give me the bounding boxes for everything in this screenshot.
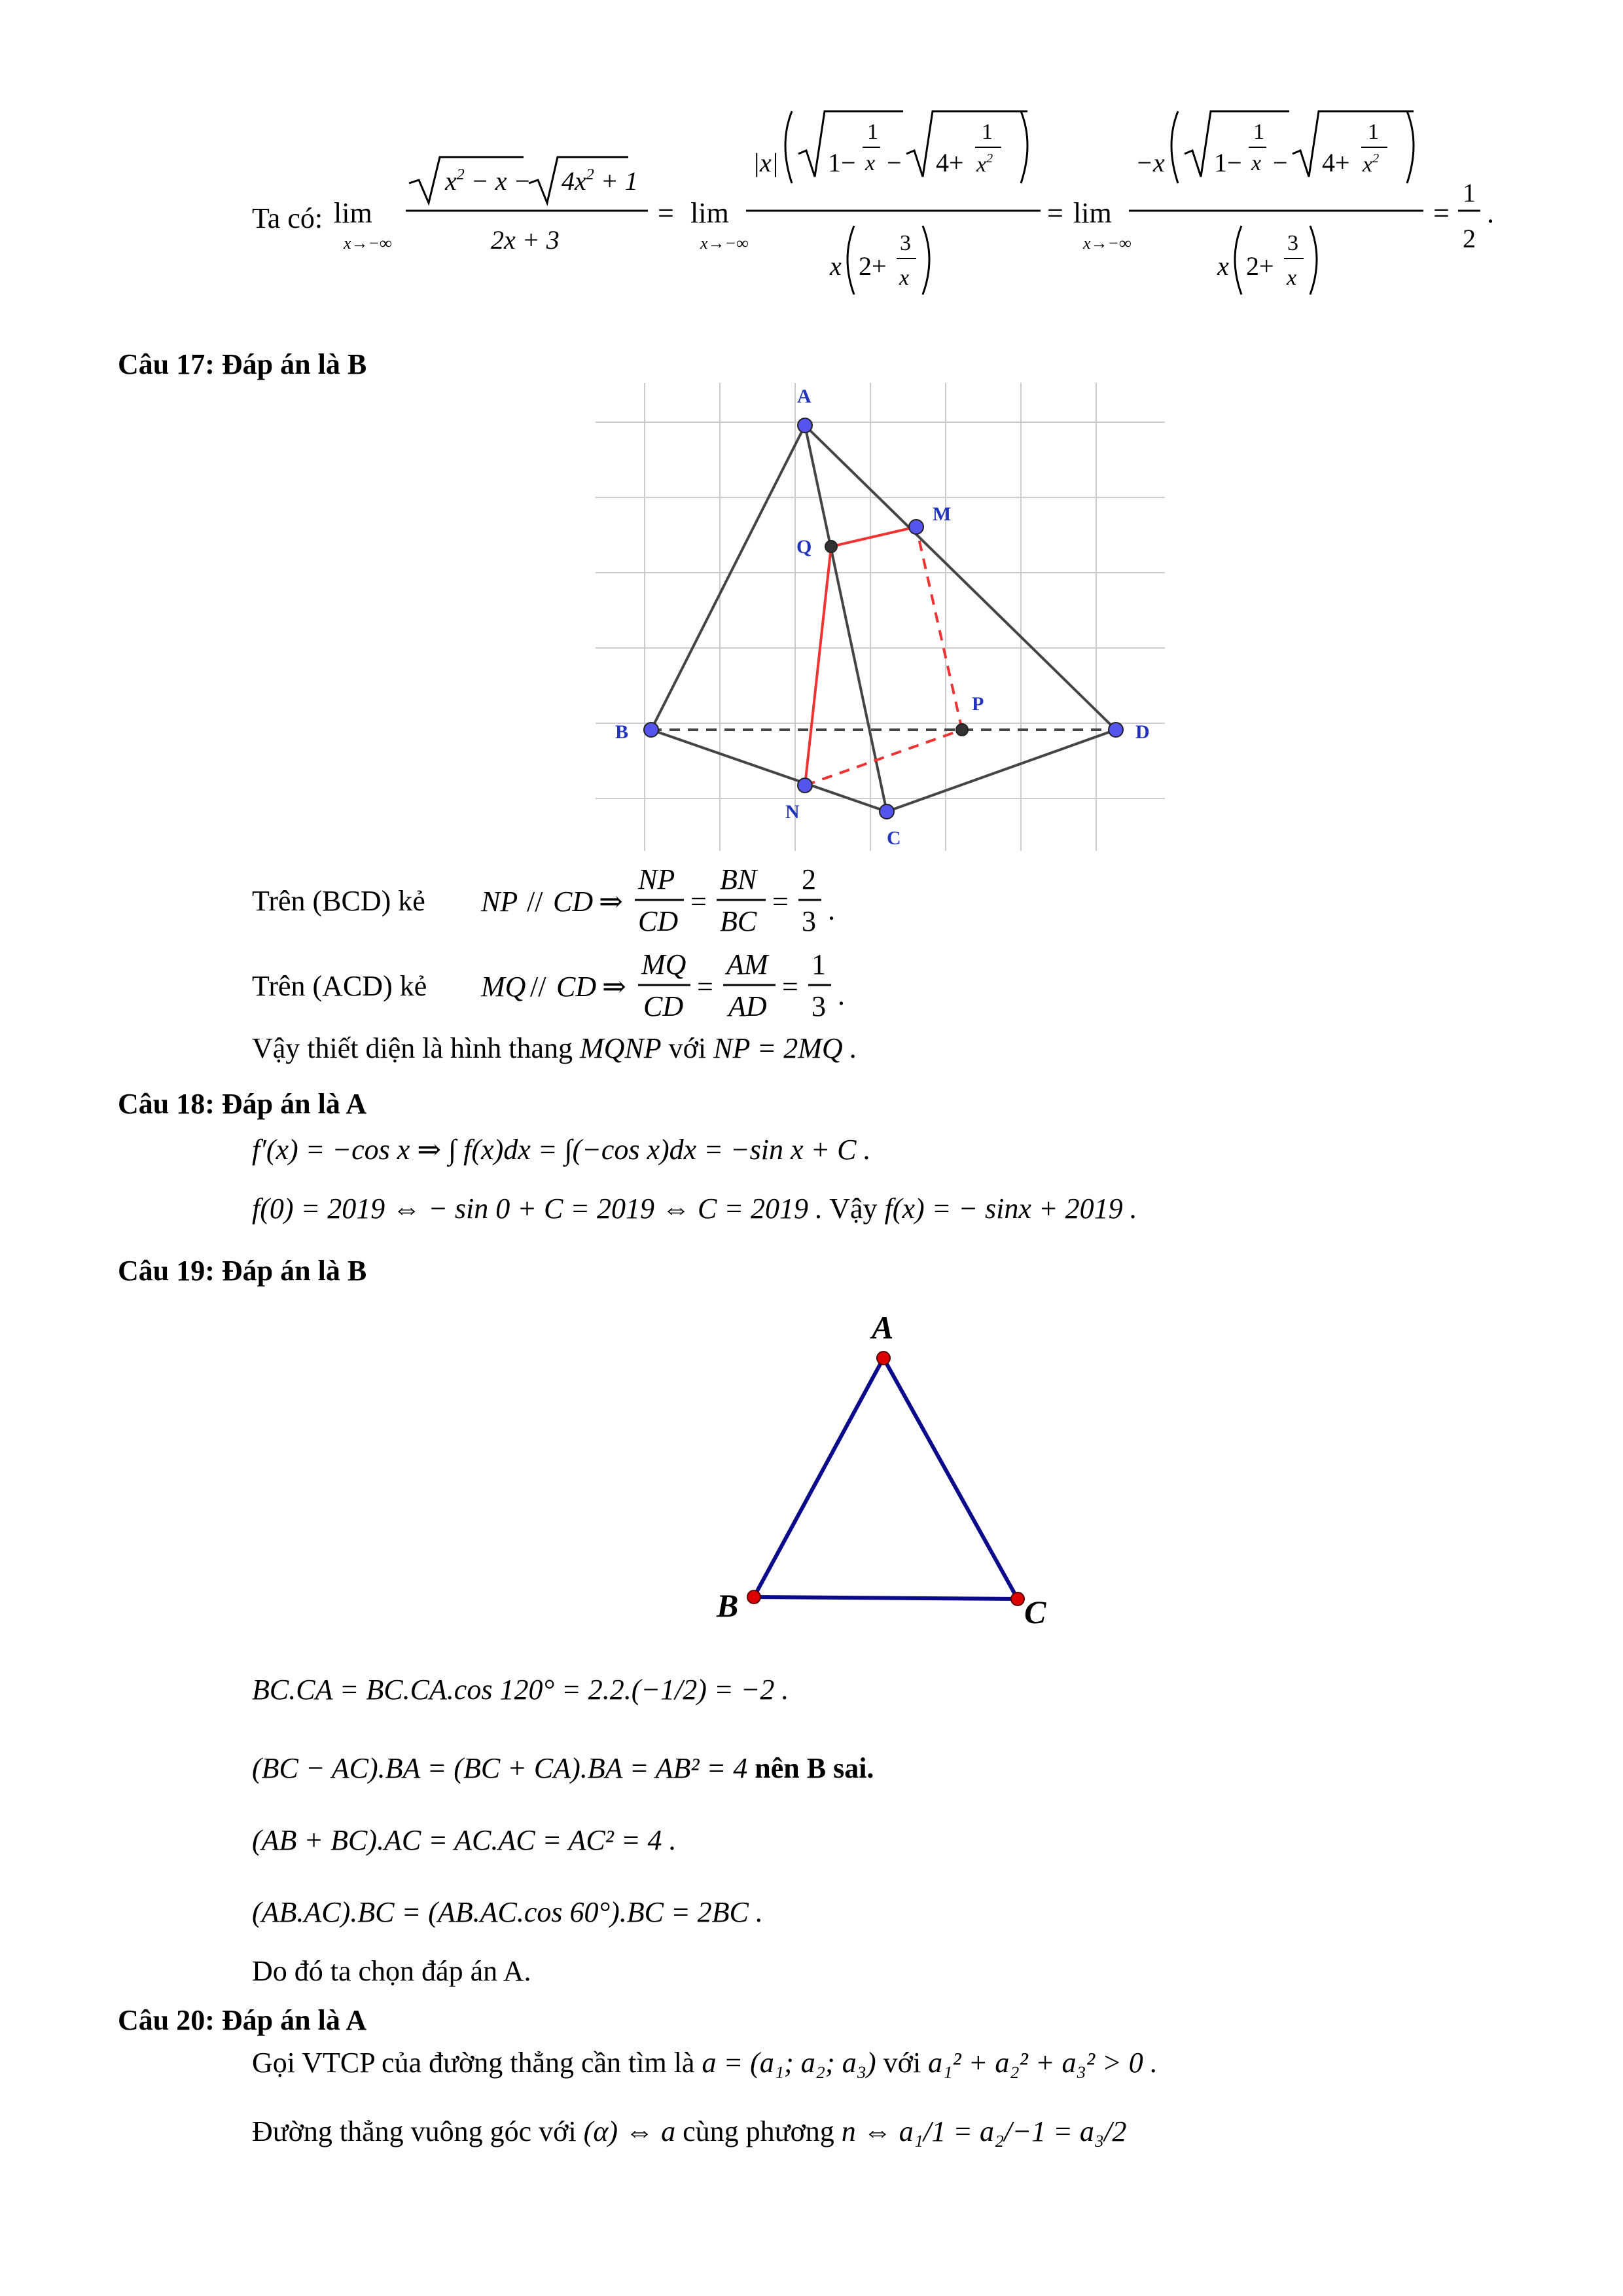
point-d: [1109, 723, 1123, 737]
edge-bc: [754, 1597, 1018, 1599]
q17-line-1-prefix: Trên (BCD) kẻ: [252, 885, 425, 917]
svg-text:x: x: [899, 266, 910, 290]
point-c: [1011, 1592, 1024, 1605]
q20-line-2-mid: cùng phương: [683, 2115, 834, 2147]
svg-text:4+: 4+: [1322, 148, 1350, 177]
q19-triangle-diagram: [687, 1289, 1145, 1643]
svg-text:CD: CD: [556, 971, 597, 1003]
q16-lim-sub-3: x→−∞: [1083, 234, 1132, 253]
q20-line-2: [252, 2117, 1126, 2146]
svg-text:1: 1: [982, 120, 993, 144]
svg-text:x: x: [1287, 266, 1297, 290]
q19-line-1: BC.CA = BC.CA.cos 120° = 2.2.(−1/2) = −2 .: [252, 1674, 789, 1706]
q16-fraction-1: [406, 157, 648, 255]
q18-line-2-text: Vậy: [829, 1193, 878, 1225]
svg-text:.: .: [828, 894, 835, 926]
svg-text:x2: $x^2$: [1363, 151, 1380, 177]
edge-cd: [887, 730, 1116, 812]
q19-line-2-bold: nên B sai.: [755, 1752, 874, 1784]
edge-ab: [754, 1358, 883, 1597]
svg-text:1: 1: [812, 948, 826, 980]
svg-text:1−: 1−: [828, 148, 856, 177]
svg-text:−: −: [1273, 148, 1288, 177]
q17-line-1-formula: [474, 851, 933, 942]
q19-line-2: [252, 1754, 874, 1783]
q18-line-1: f′(x) = −cos x ⇒ ∫ f(x)dx = ∫(−cos x)dx = −sin x + C .: [252, 1134, 871, 1166]
edge-ac: [805, 425, 887, 812]
q17-line-1: [252, 887, 425, 916]
svg-text:x: x: [830, 251, 842, 281]
svg-text:⇒: ⇒: [599, 886, 623, 918]
q20-heading: Câu 20: Đáp án là A: [118, 2004, 367, 2036]
q16-fraction-3: [1129, 111, 1423, 295]
svg-text:MQ: MQ: [481, 971, 526, 1003]
label-b: B: [717, 1587, 739, 1624]
svg-text:NP: NP: [481, 886, 518, 918]
svg-text:3: 3: [802, 905, 816, 937]
q17-line-2-prefix: Trên (ACD) kẻ: [252, 970, 427, 1002]
svg-text:−: −: [887, 148, 902, 177]
svg-text:⇒: ⇒: [602, 971, 626, 1003]
svg-text://: //: [527, 886, 543, 918]
svg-text:=: =: [772, 886, 789, 918]
q20-line-2-alpha: (α) ⇔ a: [583, 2115, 676, 2147]
q16-result: [1433, 178, 1494, 253]
svg-text:x2: $x^2$: [976, 151, 993, 177]
point-a: [798, 418, 812, 433]
q19-heading: Câu 19: Đáp án là B: [118, 1255, 367, 1287]
point-c: [880, 804, 894, 819]
q16-lim-2: lim: [690, 197, 729, 229]
q20-line-1-cond: a₁² + a₂² + a₃² > 0 .: [928, 2047, 1158, 2079]
q20-line-1-mid: với: [883, 2047, 921, 2079]
q17-line-3-prefix: Vậy thiết diện là hình thang: [252, 1032, 573, 1064]
q16-lim-1: lim: [334, 197, 372, 229]
label-m: M: [933, 503, 952, 525]
svg-text:4+: 4+: [936, 148, 964, 177]
svg-text:.: .: [1487, 197, 1494, 229]
q19-line-3: (AB + BC).AC = AC.AC = AC² = 4 .: [252, 1824, 677, 1856]
q16-lim-sub-1: x→−∞: [344, 234, 392, 253]
svg-text:x: x: [865, 151, 876, 175]
q19-line-4: (AB.AC).BC = (AB.AC.cos 60°).BC = 2BC .: [252, 1896, 763, 1928]
section-mq: [831, 527, 916, 547]
edge-bc: [651, 730, 887, 812]
svg-text:2: 2: [802, 863, 816, 895]
svg-text:AD: AD: [728, 990, 767, 1022]
point-n: [798, 778, 812, 793]
svg-text:2+: 2+: [1246, 251, 1274, 281]
svg-text:BN: BN: [720, 863, 757, 895]
svg-text:=: =: [690, 886, 707, 918]
section-np: [805, 730, 962, 785]
q18-line-2-math: f(0) = 2019 ⇔ − sin 0 + C = 2019 ⇔ C = 2019 .: [252, 1193, 823, 1225]
svg-text:=: =: [697, 971, 713, 1003]
svg-text:MQ: MQ: [641, 948, 687, 980]
svg-text:x: x: [1251, 151, 1262, 175]
q20-line-1: [252, 2049, 1158, 2077]
q19-line-5: Do đó ta chọn đáp án A.: [252, 1955, 531, 1987]
q17-line-3-mid: với: [668, 1032, 707, 1064]
q16-eq-2: =: [1047, 197, 1063, 229]
q17-line-3-shape: MQNP: [580, 1032, 662, 1064]
label-q: Q: [796, 536, 812, 558]
svg-text:BC: BC: [720, 905, 757, 937]
svg-text:2+: 2+: [859, 251, 887, 281]
svg-text:4x2 + 1: $4x^2 + 1$: [562, 166, 638, 196]
svg-text:.: .: [838, 979, 845, 1011]
svg-text://: //: [530, 971, 546, 1003]
svg-text:=: =: [1433, 197, 1450, 229]
svg-text:CD: CD: [638, 905, 679, 937]
q17-tetrahedron-diagram: [589, 380, 1178, 851]
q20-line-2-math: n ⇔ a₁/1 = a₂/−1 = a₃/2: [841, 2115, 1127, 2147]
label-a: A: [797, 386, 812, 407]
point-p: [956, 724, 968, 736]
svg-text:1−: 1−: [1214, 148, 1242, 177]
svg-text:=: =: [782, 971, 798, 1003]
svg-text:2: 2: [1463, 224, 1476, 253]
label-b: B: [615, 721, 629, 743]
q17-line-2-formula: [474, 936, 933, 1028]
svg-text:AM: AM: [726, 948, 768, 980]
label-c: C: [1024, 1594, 1046, 1630]
q18-line-2: [252, 1194, 1137, 1223]
q17-line-3-math: NP = 2MQ .: [713, 1032, 857, 1064]
svg-text:3: 3: [900, 231, 911, 255]
q20-line-2-text: Đường thẳng vuông góc với: [252, 2115, 577, 2147]
svg-text:NP: NP: [638, 863, 675, 895]
q17-heading: Câu 17: Đáp án là B: [118, 348, 367, 380]
svg-text:1: 1: [867, 120, 878, 144]
q19-line-2-math: (BC − AC).BA = (BC + CA).BA = AB² = 4: [252, 1752, 748, 1784]
q20-line-1-math: a = (a₁; a₂; a₃): [702, 2047, 876, 2079]
q18-heading: Câu 18: Đáp án là A: [118, 1088, 367, 1120]
edge-ad: [805, 425, 1116, 730]
svg-text:CD: CD: [643, 990, 684, 1022]
point-m: [909, 520, 923, 534]
label-n: N: [785, 801, 800, 823]
q16-lim-sub-2: x→−∞: [700, 234, 749, 253]
svg-text:−x: −x: [1135, 148, 1165, 177]
svg-text:1: 1: [1253, 120, 1264, 144]
point-a: [877, 1352, 890, 1365]
label-p: P: [972, 693, 984, 715]
svg-text:1: 1: [1368, 120, 1379, 144]
svg-text:2x + 3: 2x + 3: [491, 225, 560, 255]
edge-ac: [883, 1358, 1018, 1599]
q17-line-3: [252, 1034, 857, 1063]
label-a: A: [872, 1309, 894, 1346]
svg-text:3: 3: [812, 990, 826, 1022]
section-qn: [805, 547, 831, 785]
svg-text:1: 1: [1463, 178, 1476, 207]
q16-eq-1: =: [658, 197, 674, 229]
label-d: D: [1135, 721, 1150, 743]
point-b: [747, 1590, 760, 1604]
svg-text:|x|: |x|: [753, 148, 779, 177]
q16-fraction-2: [746, 111, 1041, 295]
point-q: [825, 541, 837, 552]
svg-text:CD: CD: [553, 886, 594, 918]
edge-ab: [651, 425, 805, 730]
q16-prefix: Ta có:: [252, 202, 323, 234]
svg-text:3: 3: [1287, 231, 1298, 255]
q18-line-2-result: f(x) = − sinx + 2019 .: [884, 1193, 1137, 1225]
label-c: C: [887, 827, 901, 849]
q16-lim-3: lim: [1073, 197, 1112, 229]
q17-line-2: [252, 972, 427, 1001]
svg-text:x2 − x −: $x^2 - x$ −: [445, 166, 531, 196]
svg-text:x: x: [1217, 251, 1229, 281]
q20-line-1-text: Gọi VTCP của đường thẳng cần tìm là: [252, 2047, 695, 2079]
point-b: [644, 723, 658, 737]
